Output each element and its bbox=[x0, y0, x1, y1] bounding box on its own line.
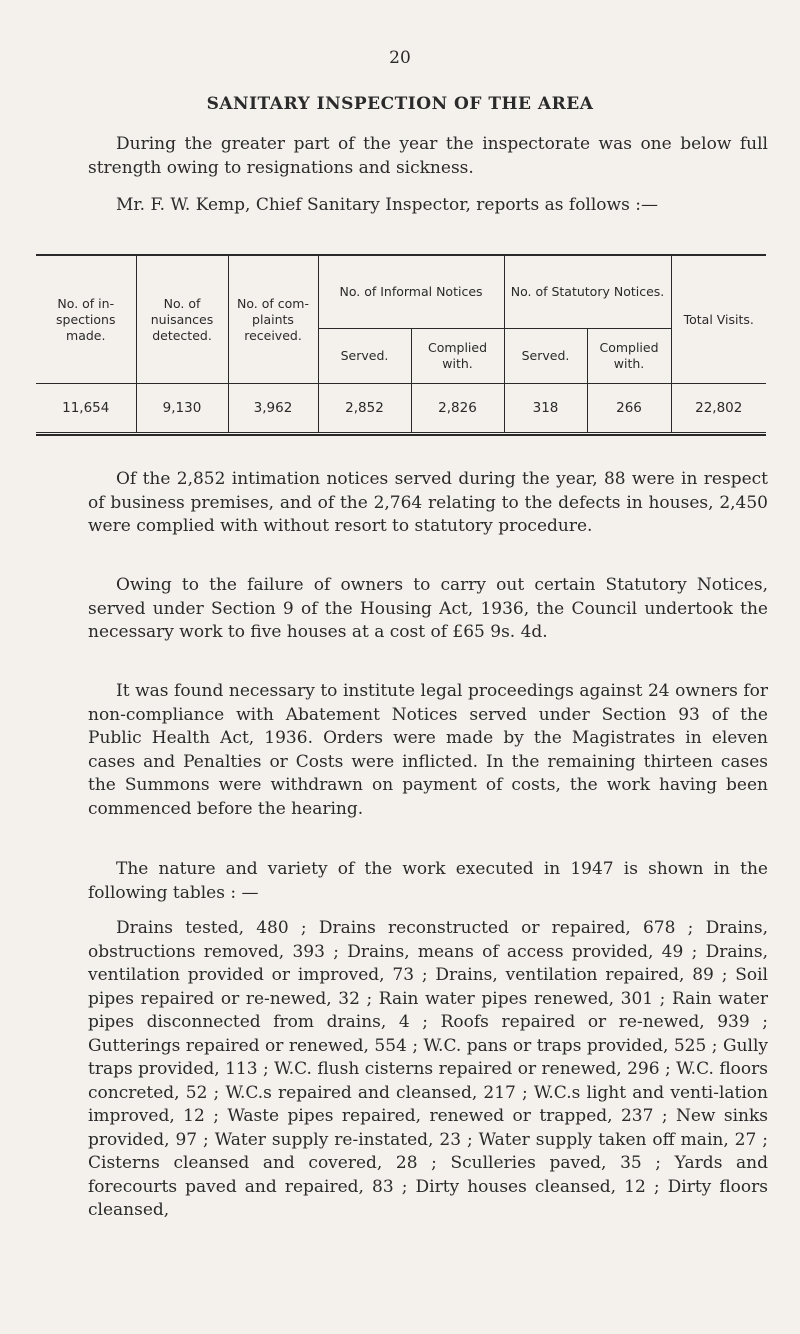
inspection-statistics-table bbox=[36, 254, 766, 436]
header-total-visits: Total Visits. bbox=[671, 256, 766, 384]
body-paragraph-work-list: Drains tested, 480 ; Drains reconstructed or repaired, 678 ; Drains, obstructions removed, 393 ; Drains, means of access provided, 49 ; Drains, ventilation provided or improved, 73 ; Drains, ventilation repaired, 89 ; Soil pipes repaired or re-newed, 32 ; Rain water pipes renewed, 301 ; Rain water pipes disconnected from drains, 4 ; Roofs repaired or re-newed, 939 ; Gutterings repaired or renewed, 554 ; W.C. pans or traps provided, 525 ; Gully traps provided, 113 ; W.C. flush cisterns repaired or renewed, 296 ; W.C. floors concreted, 52 ; W.C.s repaired and cleansed, 217 ; W.C.s light and venti-lation improved, 12 ; Waste pipes repaired, renewed or trapped, 237 ; New sinks provided, 97 ; Water supply re-instated, 23 ; Water supply taken off main, 27 ; Cisterns cleansed and covered, 28 ; Sculleries paved, 35 ; Yards and forecourts paved and repaired, 83 ; Dirty houses cleansed, 12 ; Dirty floors cleansed, bbox=[88, 918, 768, 1220]
value-informal-complied: 2,826 bbox=[411, 384, 504, 433]
body-paragraph-notices: Of the 2,852 intimation notices served during the year, 88 were in respect of business premises, and of the 2,764 relating to the defects in houses, 2,450 were complied with without resort to statutory procedure. bbox=[88, 469, 768, 536]
value-statutory-served: 318 bbox=[504, 384, 587, 433]
table-bottom-rule bbox=[36, 434, 766, 436]
header-statutory-notices: No. of Statutory Notices. bbox=[504, 256, 671, 329]
value-total-visits: 22,802 bbox=[671, 384, 766, 433]
body-paragraph-legal-proceedings: It was found necessary to institute legal proceedings against 24 owners for non-compliance with Abatement Notices served under Section 93 of the Public Health Act, 1936. Orders were made by the Magistrates in eleven cases and Penalties or Costs were inflicted. In the remaining thirteen cases the Summons were withdrawn on payment of costs, the work having been commenced before the hearing. bbox=[88, 681, 768, 819]
value-complaints: 3,962 bbox=[228, 384, 318, 433]
page-title: SANITARY INSPECTION OF THE AREA bbox=[206, 94, 594, 114]
value-inspections: 11,654 bbox=[36, 384, 136, 433]
body-paragraph-housing-act: Owing to the failure of owners to carry out certain Statutory Notices, served under Section 9 of the Housing Act, 1936, the Council undertook the necessary work to five houses at a cost of £65 9s. 4d. bbox=[88, 575, 768, 642]
intro-paragraph-2: Mr. F. W. Kemp, Chief Sanitary Inspector, reports as follows :— bbox=[116, 195, 658, 215]
header-statutory-complied: Complied with. bbox=[587, 329, 671, 384]
header-complaints: No. of com-plaints received. bbox=[228, 256, 318, 384]
value-informal-served: 2,852 bbox=[318, 384, 411, 433]
header-informal-complied: Complied with. bbox=[411, 329, 504, 384]
body-paragraph-tables-intro: The nature and variety of the work executed in 1947 is shown in the following tables : — bbox=[88, 859, 768, 903]
header-informal-notices: No. of Informal Notices bbox=[318, 256, 504, 329]
header-nuisances: No. of nuisances detected. bbox=[136, 256, 228, 384]
value-nuisances: 9,130 bbox=[136, 384, 228, 433]
header-inspections: No. of in-spections made. bbox=[56, 295, 116, 343]
value-statutory-complied: 266 bbox=[587, 384, 671, 433]
page-number: 20 bbox=[389, 48, 411, 68]
header-statutory-served: Served. bbox=[504, 329, 587, 384]
intro-paragraph-1: During the greater part of the year the inspectorate was one below full strength owing to resignations and sickness. bbox=[88, 134, 768, 178]
header-informal-served: Served. bbox=[318, 329, 411, 384]
